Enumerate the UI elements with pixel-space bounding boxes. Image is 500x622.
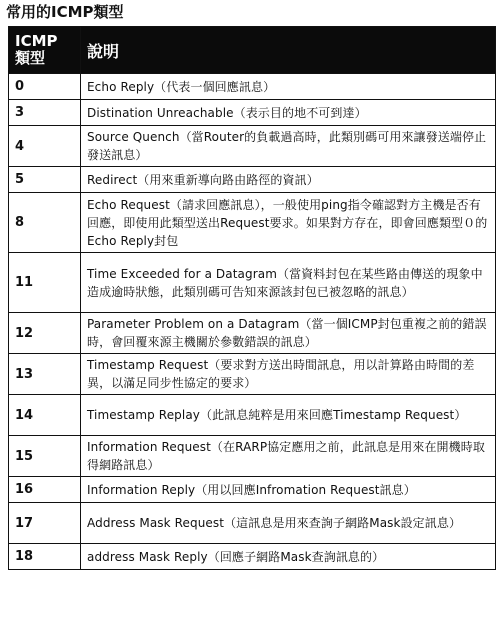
type-cell: 15	[9, 436, 81, 477]
table-row	[9, 477, 496, 503]
description-cell: Echo Request（請求回應訊息），一般使用ping指令確認對方主機是否有回應，即使用此類型送出Request要求。如果對方存在，即會回應類型０的Echo Reply封包	[81, 193, 496, 253]
type-cell: 5	[9, 167, 81, 193]
type-cell: 13	[9, 354, 81, 395]
type-cell: 14	[9, 395, 81, 436]
description-cell: Echo Reply（代表一個回應訊息）	[81, 74, 496, 100]
description-cell: address Mask Reply（回應子網路Mask查詢訊息的）	[81, 544, 496, 570]
header-icmp-type: ICMP 類型	[9, 27, 81, 74]
table-row	[9, 193, 496, 253]
table-row	[9, 100, 496, 126]
type-cell: 3	[9, 100, 81, 126]
description-cell: Source Quench（當Router的負載過高時，此類別碼可用來讓發送端停止發送訊息）	[81, 126, 496, 167]
table-row	[9, 313, 496, 354]
table-row	[9, 436, 496, 477]
table-row	[9, 503, 496, 544]
description-cell: Time Exceeded for a Datagram（當資料封包在某些路由傳送的現象中造成逾時狀態，此類別碼可告知來源該封包已被忽略的訊息）	[81, 253, 496, 313]
table-caption: 常用的ICMP類型	[6, 3, 124, 21]
icmp-types-table	[8, 26, 496, 570]
description-cell: Parameter Problem on a Datagram（當一個ICMP封包重複之前的錯誤時，會回覆來源主機關於參數錯誤的訊息）	[81, 313, 496, 354]
description-cell: Redirect（用來重新導向路由路徑的資訊）	[81, 167, 496, 193]
table-row	[9, 74, 496, 100]
table-row	[9, 253, 496, 313]
type-cell: 18	[9, 544, 81, 570]
type-cell: 16	[9, 477, 81, 503]
description-cell: Timestamp Replay（此訊息純粹是用來回應Timestamp Request）	[81, 395, 496, 436]
table-row	[9, 544, 496, 570]
type-cell: 0	[9, 74, 81, 100]
type-cell: 12	[9, 313, 81, 354]
table-header-row	[9, 27, 496, 74]
table-row	[9, 126, 496, 167]
type-cell: 4	[9, 126, 81, 167]
table-row	[9, 354, 496, 395]
type-cell: 8	[9, 193, 81, 253]
description-cell: Address Mask Request（這訊息是用來查詢子網路Mask設定訊息）	[81, 503, 496, 544]
description-cell: Distination Unreachable（表示目的地不可到達）	[81, 100, 496, 126]
description-cell: Information Reply（用以回應Infromation Request訊息）	[81, 477, 496, 503]
table-row	[9, 395, 496, 436]
header-description: 說明	[81, 27, 496, 74]
table-row	[9, 167, 496, 193]
description-cell: Timestamp Request（要求對方送出時間訊息，用以計算路由時間的差異，以滿足同步性協定的要求）	[81, 354, 496, 395]
description-cell: Information Request（在RARP協定應用之前，此訊息是用來在開機時取得網路訊息）	[81, 436, 496, 477]
type-cell: 11	[9, 253, 81, 313]
type-cell: 17	[9, 503, 81, 544]
